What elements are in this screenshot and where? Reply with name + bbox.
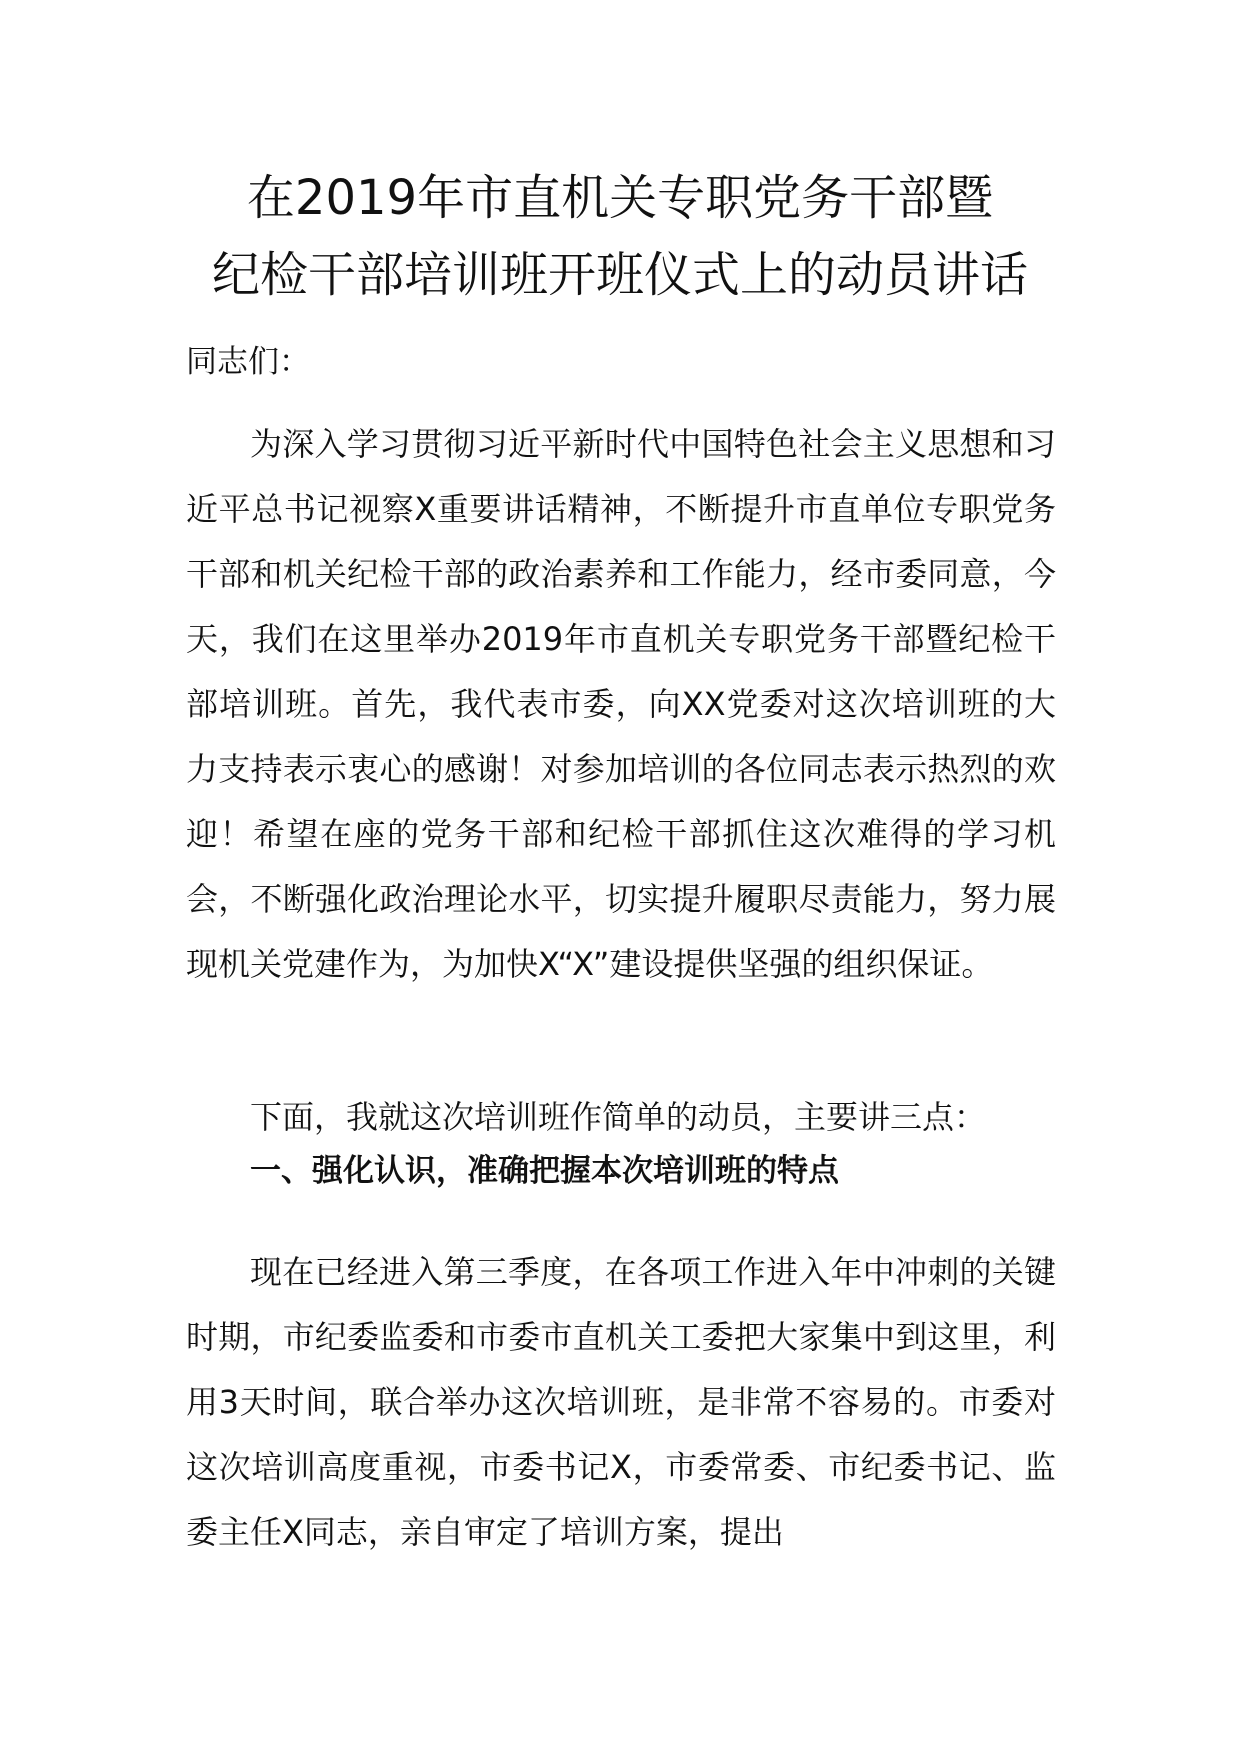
document-title-line1: 在2019年市直机关专职党务干部暨 bbox=[246, 170, 994, 226]
body-paragraph-2: 下面，我就这次培训班作简单的动员，主要讲三点： bbox=[250, 1098, 987, 1136]
body-paragraph-1: 为深入学习贯彻习近平新时代中国特色社会主义思想和习近平总书记视察X重要讲话精神，不断提升市直单位专职党务干部和机关纪检干部的政治素养和工作能力，经市委同意，今天，我们在这里举办2019年市直机关专职党务干部暨纪检干部培训班。首先，我代表市委，向XX党委对这次培训班的大力支持表示衷心的感谢！对参加培训的各位同志表示热烈的欢迎！希望在座的党务干部和纪检干部抓住这次难得的学习机会，不断强化政治理论水平，切实提升履职尽责能力，努力展现机关党建作为，为加快X“X”建设提供坚强的组织保证。 bbox=[186, 425, 1056, 983]
salutation: 同志们： bbox=[186, 344, 310, 380]
body-paragraph-3: 现在已经进入第三季度，在各项工作进入年中冲刺的关键时期，市纪委监委和市委市直机关工委把大家集中到这里，利用3天时间，联合举办这次培训班，是非常不容易的。市委对这次培训高度重视，市委书记X，市委常委、市纪委书记、监委主任X同志，亲自审定了培训方案，提出 bbox=[186, 1253, 1056, 1551]
document-title-line2: 纪检干部培训班开班仪式上的动员讲话 bbox=[211, 247, 1028, 303]
section-heading-1: 一、强化认识，准确把握本次培训班的特点 bbox=[250, 1153, 839, 1189]
